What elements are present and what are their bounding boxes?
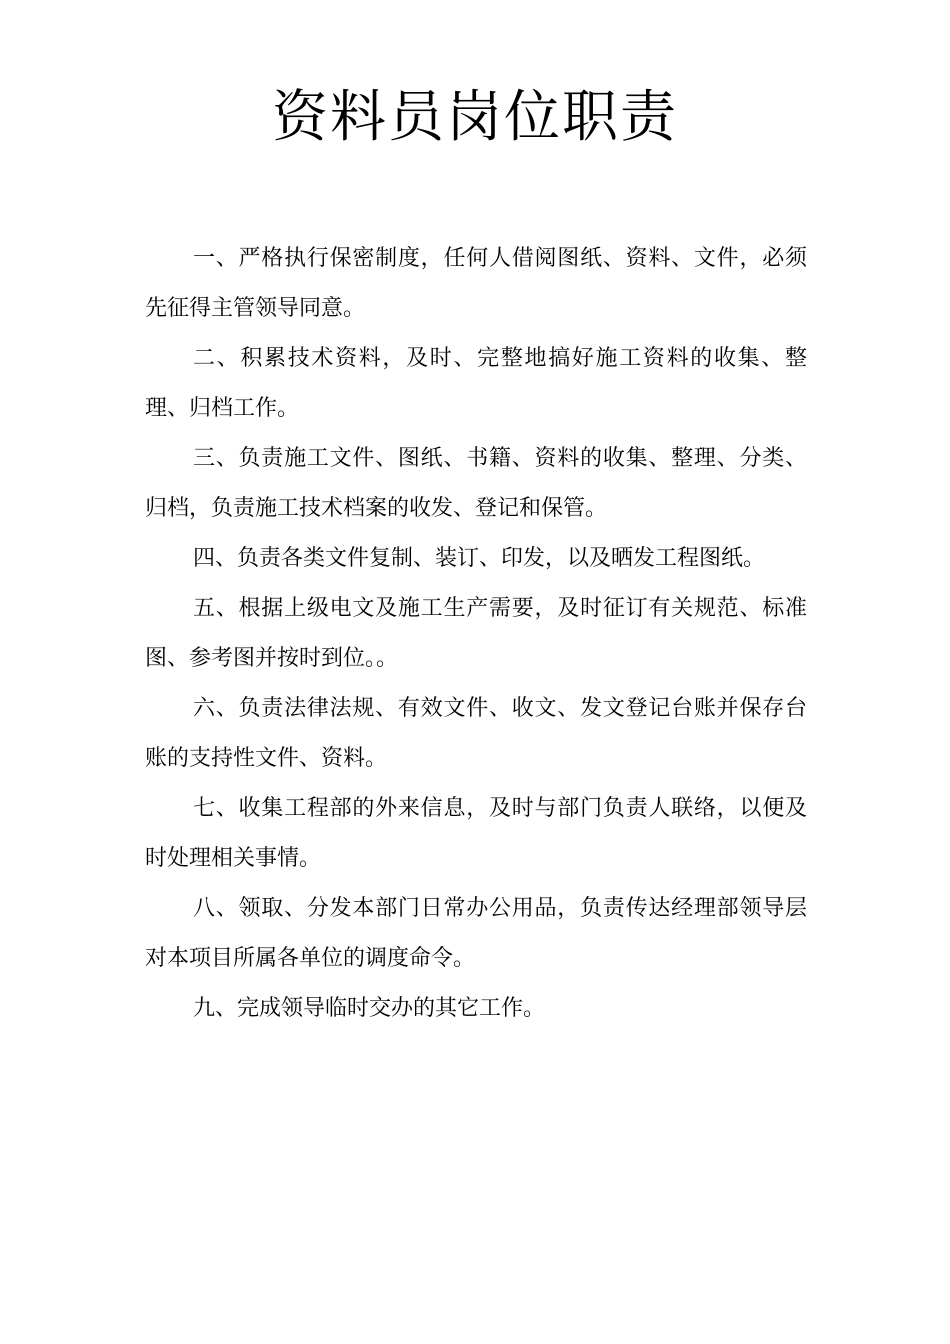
duty-item-9: 九、完成领导临时交办的其它工作。 [193,996,546,1021]
duty-item-7: 七、收集工程部的外来信息，及时与部门负责人联络，以便及时处理相关事情。 [145,796,807,871]
duty-item-2: 二、积累技术资料，及时、完整地搞好施工资料的收集、整理、归档工作。 [145,346,807,421]
duty-item-6: 六、负责法律法规、有效文件、收文、发文登记台账并保存台账的支持性文件、资料。 [145,696,807,771]
duty-item-4: 四、负责各类文件复制、装订、印发，以及晒发工程图纸。 [193,546,766,571]
duty-item-5: 五、根据上级电文及施工生产需要，及时征订有关规范、标准图、参考图并按时到位。。 [145,596,807,671]
document-title: 资料员岗位职责 [272,85,678,150]
duty-item-1: 一、严格执行保密制度，任何人借阅图纸、资料、文件，必须先征得主管领导同意。 [145,246,807,321]
duty-item-3: 三、负责施工文件、图纸、书籍、资料的收集、整理、分类、归档，负责施工技术档案的收发、登记和保管。 [145,446,807,521]
duty-item-8: 八、领取、分发本部门日常办公用品，负责传达经理部领导层对本项目所属各单位的调度命令。 [145,896,807,971]
document-body [145,234,807,1034]
